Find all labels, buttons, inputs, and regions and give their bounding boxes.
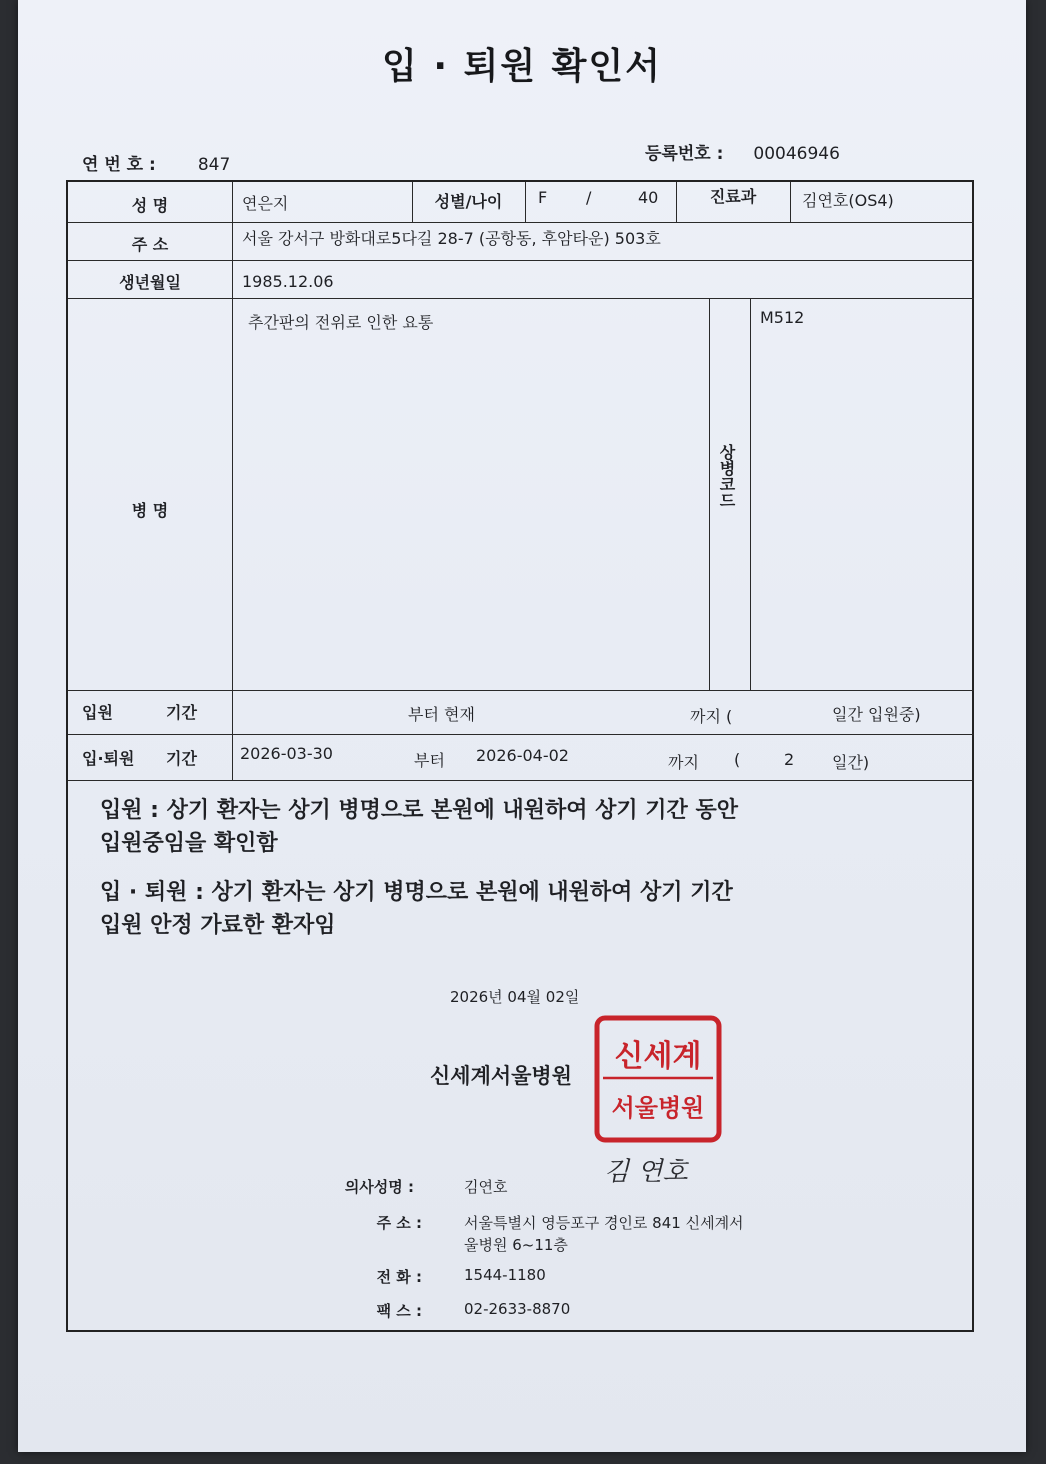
- admission-period-label: 기간: [166, 703, 197, 722]
- hospital-seal: [593, 1014, 723, 1144]
- svg-text:서울병원: 서울병원: [611, 1093, 705, 1122]
- patient-sex: F: [538, 188, 548, 207]
- sex-age-label: 성별/나이: [434, 192, 503, 211]
- certificate-form: [66, 180, 974, 1332]
- hospital-address: 서울특별시 영등포구 경인로 841 신세계서 울병원 6~11층: [464, 1214, 744, 1254]
- admission-days: 일간 입원중): [832, 705, 921, 724]
- address-label: 주 소: [131, 235, 169, 254]
- serial-number: [82, 150, 230, 175]
- patient-age: 40: [638, 188, 659, 207]
- doctor-label: 의사성명 :: [344, 1178, 414, 1196]
- registration-value: 00046946: [753, 144, 840, 164]
- discharge-start: 2026-03-30: [240, 744, 333, 763]
- discharge-label: 입·퇴원: [82, 749, 135, 768]
- patient-address: 서울 강서구 방화대로5다길 28-7 (공항동, 후암타운) 503호: [242, 229, 661, 248]
- document-title: 입 · 퇴원 확인서: [382, 46, 662, 87]
- certificate-paper: [18, 0, 1026, 1452]
- admission-statement: 입원 : 상기 환자는 상기 병명으로 본원에 내원하여 상기 기간 동안 입원중임을 확인함: [100, 798, 738, 856]
- diagnosis-label: 병 명: [131, 501, 169, 520]
- admission-label: 입원: [82, 703, 113, 722]
- hospital-address-label: 주 소 :: [376, 1214, 422, 1232]
- fax-value: 02-2633-8870: [464, 1300, 571, 1318]
- fax-label: 팩 스 :: [376, 1302, 422, 1320]
- serial-value: 847: [197, 155, 231, 175]
- hospital-name: 신세계서울병원: [430, 1064, 573, 1088]
- registration-label: 등록번호 :: [645, 144, 724, 164]
- discharge-end: 2026-04-02: [476, 746, 569, 765]
- serial-label: 연 번 호 :: [82, 155, 156, 175]
- phone-label: 전 화 :: [376, 1268, 422, 1286]
- phone-value: 1544-1180: [464, 1266, 546, 1284]
- diagnosis-name: 추간판의 전위로 인한 요통: [248, 313, 434, 332]
- diagnosis-code-label: 상병코드: [717, 444, 736, 508]
- doctor-name: 김연호: [464, 1178, 508, 1196]
- registration-number: [645, 139, 840, 164]
- department-label: 진료과: [709, 187, 757, 206]
- discharge-period-label: 기간: [166, 749, 197, 768]
- discharge-paren: (: [734, 750, 741, 769]
- admission-until: 까지 (: [690, 707, 733, 726]
- discharge-statement: 입 · 퇴원 : 상기 환자는 상기 병명으로 본원에 내원하여 상기 기간 입원 안정 가료한 환자임: [100, 880, 733, 938]
- issue-date: 2026년 04월 02일: [450, 988, 580, 1006]
- birth-label: 생년월일: [119, 273, 181, 292]
- svg-text:김 연호: 김 연호: [604, 1157, 688, 1187]
- discharge-from: 부터: [414, 751, 445, 770]
- name-label: 성 명: [131, 196, 169, 215]
- discharge-days-text: 일간): [832, 753, 870, 772]
- admission-from: 부터 현재: [408, 705, 475, 724]
- svg-text:신세계: 신세계: [614, 1039, 702, 1074]
- birth-date: 1985.12.06: [242, 272, 334, 291]
- discharge-days: 2: [784, 750, 795, 769]
- discharge-until: 까지: [668, 753, 699, 772]
- department-value: 김연호(OS4): [802, 191, 894, 210]
- sex-age-separator: /: [586, 188, 592, 207]
- doctor-signature: [600, 1150, 730, 1192]
- patient-name: 연은지: [242, 194, 289, 213]
- diagnosis-code: M512: [760, 308, 805, 327]
